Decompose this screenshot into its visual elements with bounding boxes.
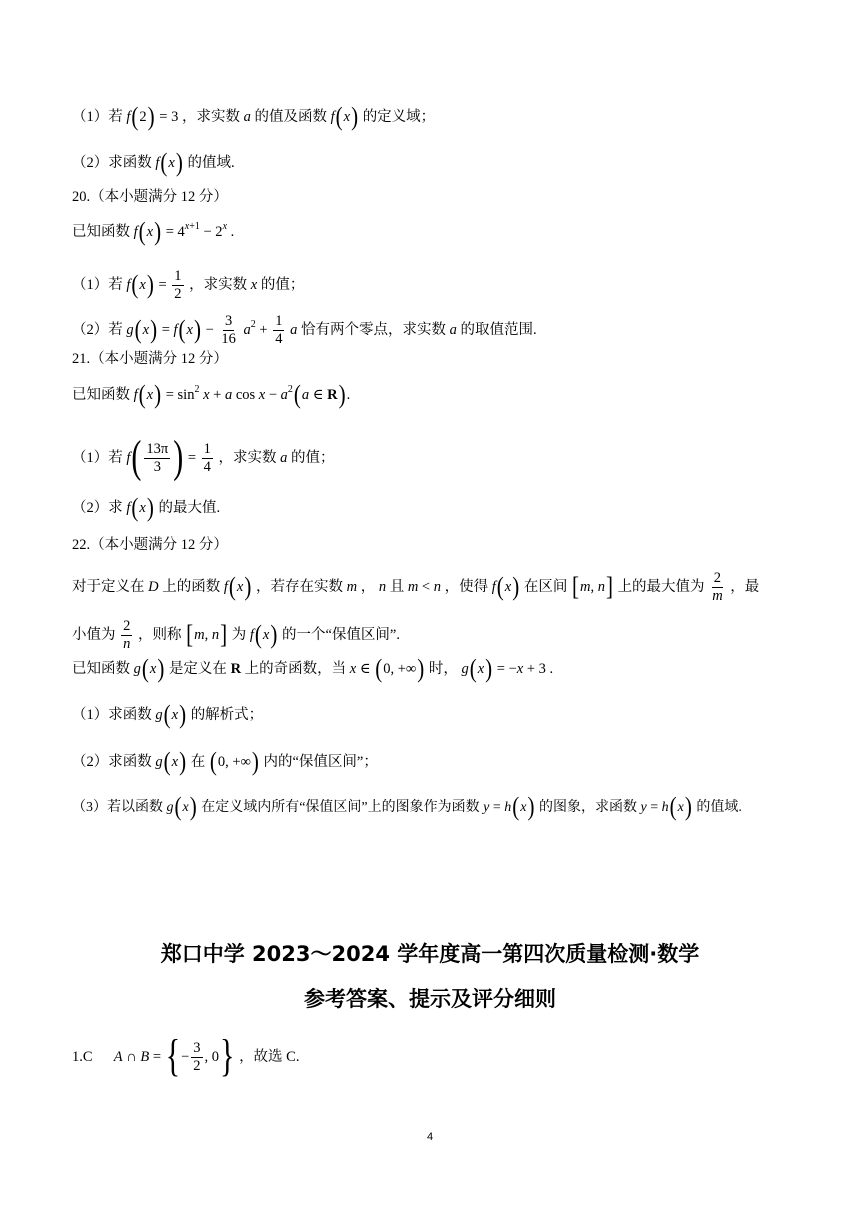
q20-stem: 已知函数 $f(x) = 4^{x+1} - 2^x$ . [72,216,235,246]
q20-part2: （2）若 g(x) = f(x) − $\frac{3}{16}$ $a^2$ + $\frac{1}{4}$ a 恰有两个零点，求实数 a 的取值范围. [72,313,537,347]
q22-part3: （3）若以函数 g(x) 在定义域内所有“保值区间”上的图象作为函数 y = h(x) 的图象，求函数 y = h(x) 的值域. [72,791,742,821]
q22-part2: （2）求函数 g(x) 在 (0, +∞) 内的“保值区间”； [72,746,378,776]
q19-part2: （2）求函数 f(x) 的值域. [72,147,235,177]
q20-header: 20.（本小题满分 12 分） [72,189,228,205]
q22-definition-line2: 小值为 $\frac{2}{n}$ ，则称 [m, n] 为 f(x) 的一个“保值区间”. [72,618,400,652]
answer-item-1: 1.C A ∩ B = {− $\frac{3}{2}$ , 0} ，故选 C. [72,1031,300,1081]
q21-header: 21.（本小题满分 12 分） [72,351,228,367]
q21-stem: 已知函数 $f(x) = \sin^2 x + a$ $\cos x - a^2(a$ ∈ R). [72,379,351,409]
q19-part1: （1）若 f(2) = 3 ，求实数 a 的值及函数 f(x) 的定义域； [72,101,436,131]
q21-part2: （2）求 f(x) 的最大值. [72,492,221,522]
q20-part1: （1）若 f(x) = $\frac{1}{2}$ ，求实数 x 的值； [72,268,305,302]
page-number: 4 [426,1131,434,1143]
q22-header: 22.（本小题满分 12 分） [72,537,228,553]
answer-title: 郑口中学 2023～2024 学年度高一第四次质量检测·数学 [160,942,700,966]
answer-subtitle: 参考答案、提示及评分细则 [304,987,556,1011]
q22-definition-line1: 对于定义在 D 上的函数 f(x) ，若存在实数 m ， n 且 m < n ，使得 f(x) 在区间 [m, n] 上的最大值为 $\frac{2}{m}$ ，最 [72,570,760,604]
q22-part1: （1）求函数 g(x) 的解析式； [72,699,264,729]
q21-part1: （1）若 f( $\frac{13\pi}{3}$ ) = $\frac{1}{4}$ ，求实数 a 的值； [72,432,335,482]
math: f(2) = 3 [126,101,179,131]
q22-known: 已知函数 g(x) 是定义在 R 上的奇函数，当 x ∈ (0, +∞) 时， g(x) = −x + 3 . [72,653,554,683]
